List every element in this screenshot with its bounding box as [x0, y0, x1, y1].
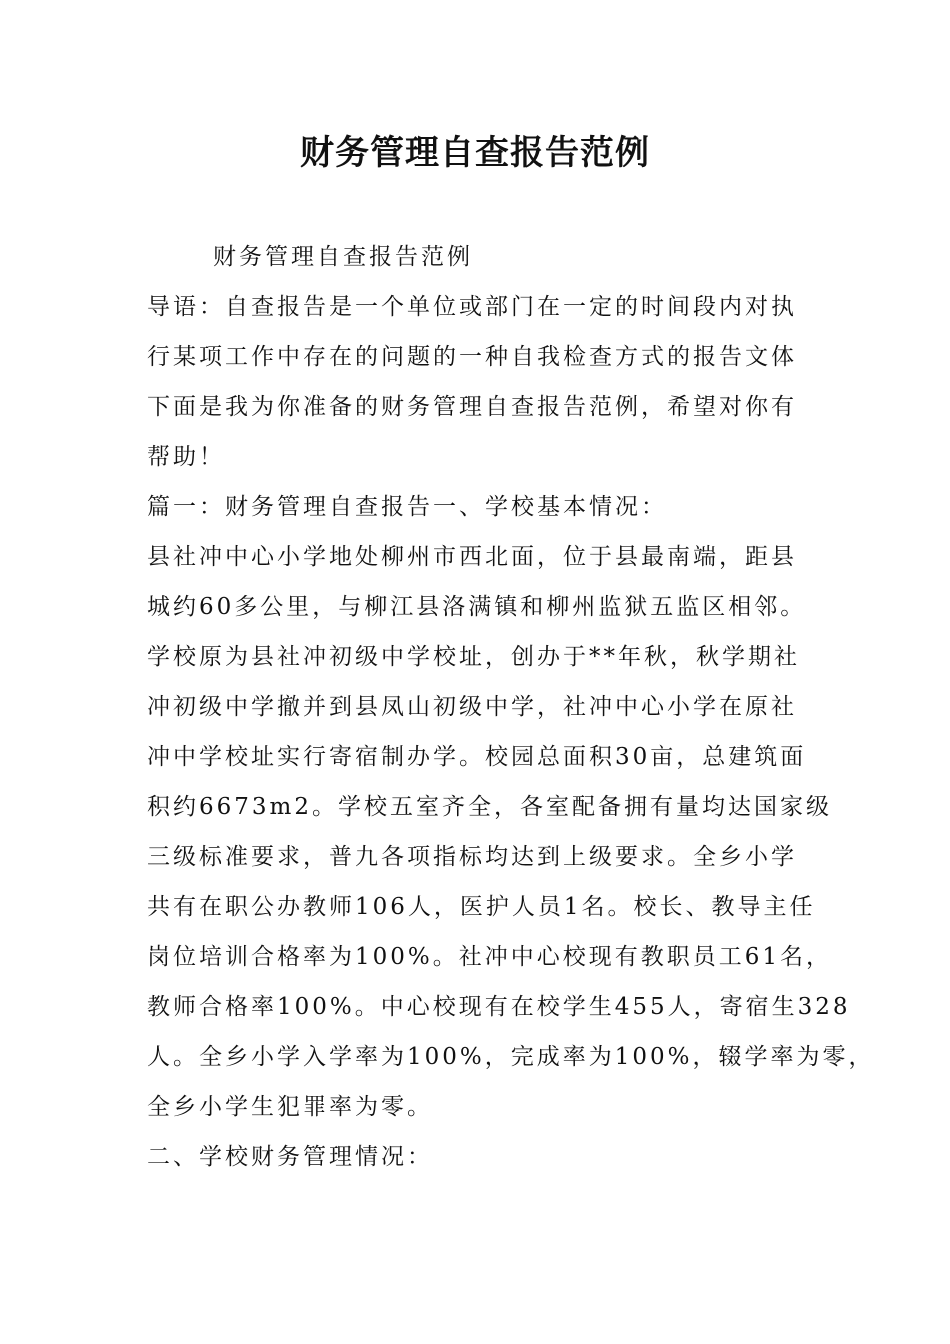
paragraph-line: 教师合格率100%。中心校现有在校学生455人，寄宿生328	[147, 994, 851, 1020]
document-title: 财务管理自查报告范例	[300, 133, 650, 173]
paragraph-line: 冲中学校址实行寄宿制办学。校园总面积30亩，总建筑面	[147, 744, 807, 770]
paragraph-line: 学校原为县社冲初级中学校址，创办于**年秋，秋学期社	[147, 644, 800, 670]
paragraph-line: 帮助！	[147, 444, 225, 470]
paragraph-line: 人。全乡小学入学率为100%，完成率为100%，辍学率为零，	[147, 1044, 875, 1070]
paragraph-line: 共有在职公办教师106人，医护人员1名。校长、教导主任	[147, 894, 816, 920]
subtitle-line: 财务管理自查报告范例	[213, 244, 473, 270]
paragraph-line: 导语：自查报告是一个单位或部门在一定的时间段内对执	[147, 294, 797, 320]
paragraph-line: 岗位培训合格率为100%。社冲中心校现有教职员工61名，	[147, 944, 833, 970]
section-heading: 二、学校财务管理情况：	[147, 1144, 433, 1170]
paragraph-line: 县社冲中心小学地处柳州市西北面，位于县最南端，距县	[147, 544, 797, 570]
paragraph-line: 行某项工作中存在的问题的一种自我检查方式的报告文体	[147, 344, 797, 370]
paragraph-line: 积约6673m2。学校五室齐全，各室配备拥有量均达国家级	[147, 794, 832, 820]
document-body	[147, 232, 875, 1182]
section-heading: 篇一：财务管理自查报告一、学校基本情况：	[147, 494, 667, 520]
paragraph-line: 三级标准要求，普九各项指标均达到上级要求。全乡小学	[147, 844, 797, 870]
paragraph-line: 下面是我为你准备的财务管理自查报告范例，希望对你有	[147, 394, 797, 420]
paragraph-line: 城约60多公里，与柳江县洛满镇和柳州监狱五监区相邻。	[147, 594, 807, 620]
paragraph-line: 全乡小学生犯罪率为零。	[147, 1094, 433, 1120]
paragraph-line: 冲初级中学撤并到县凤山初级中学，社冲中心小学在原社	[147, 694, 797, 720]
